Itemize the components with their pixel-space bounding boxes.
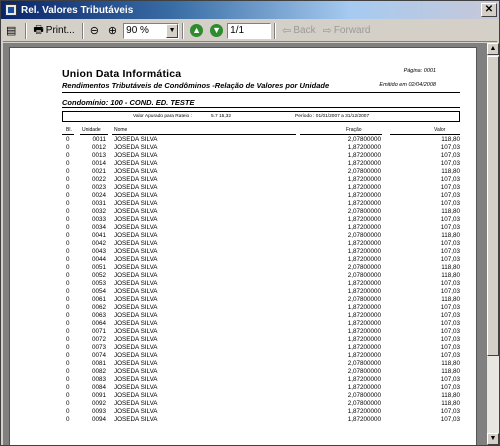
- table-row: [62, 280, 460, 288]
- table-row: [62, 384, 460, 392]
- toolbar-separator: [182, 23, 184, 39]
- cell-valor: 107,03: [440, 160, 460, 167]
- table-row: [62, 200, 460, 208]
- cell-valor: 107,03: [440, 312, 460, 319]
- cell-nome: JOSEDA SILVA: [114, 328, 158, 335]
- report-subtitle: Rendimentos Tributáveis de Condôminos -Relação de Valores por Unidade: [62, 81, 330, 90]
- cell-nome: JOSEDA SILVA: [114, 272, 158, 279]
- page-setup-icon: ▤: [6, 25, 17, 37]
- cell-valor: 107,03: [440, 352, 460, 359]
- cell-unidade: 0084: [91, 384, 106, 391]
- previous-page-icon: ▲: [190, 24, 203, 37]
- cell-nome: JOSEDA SILVA: [114, 368, 158, 375]
- table-row: [62, 224, 460, 232]
- cell-bl: 0: [66, 136, 70, 143]
- cell-fracao: 1,87200000: [347, 200, 381, 207]
- cell-unidade: 0032: [91, 208, 106, 215]
- toolbar-separator: [82, 23, 84, 39]
- cell-valor: 107,03: [440, 216, 460, 223]
- preview-area[interactable]: [3, 43, 487, 445]
- chevron-down-icon[interactable]: ▼: [166, 24, 178, 38]
- cell-nome: JOSEDA SILVA: [114, 232, 158, 239]
- cell-bl: 0: [66, 344, 70, 351]
- cell-unidade: 0053: [91, 280, 106, 287]
- cell-unidade: 0021: [91, 168, 106, 175]
- table-row: [62, 232, 460, 240]
- cell-nome: JOSEDA SILVA: [114, 392, 158, 399]
- valor-apurado-value: 5.7 15,32: [211, 114, 232, 119]
- zoom-in-button[interactable]: [105, 22, 122, 40]
- cell-fracao: 2,07800000: [347, 360, 381, 367]
- cell-unidade: 0061: [91, 296, 106, 303]
- cell-fracao: 1,87200000: [347, 408, 381, 415]
- preview-toolbar: [3, 20, 497, 42]
- cell-bl: 0: [66, 416, 70, 423]
- col-bl: Bl.: [66, 127, 72, 133]
- cell-valor: 107,03: [440, 376, 460, 383]
- cell-bl: 0: [66, 280, 70, 287]
- cell-valor: 107,03: [440, 344, 460, 351]
- cell-valor: 107,03: [440, 152, 460, 159]
- cell-bl: 0: [66, 360, 70, 367]
- table-row: [62, 368, 460, 376]
- cell-valor: 118,80: [441, 400, 460, 407]
- table-row: [62, 352, 460, 360]
- cell-valor: 107,03: [440, 184, 460, 191]
- cell-bl: 0: [66, 408, 70, 415]
- cell-nome: JOSEDA SILVA: [114, 352, 158, 359]
- cell-nome: JOSEDA SILVA: [114, 208, 158, 215]
- scroll-up-button[interactable]: ▲: [487, 43, 499, 55]
- cell-unidade: 0072: [91, 336, 106, 343]
- table-row: [62, 192, 460, 200]
- cell-bl: 0: [66, 304, 70, 311]
- cell-bl: 0: [66, 400, 70, 407]
- cell-unidade: 0091: [91, 392, 106, 399]
- cell-unidade: 0043: [91, 248, 106, 255]
- close-button[interactable]: ✕: [481, 3, 497, 17]
- cell-fracao: 1,87200000: [347, 352, 381, 359]
- next-page-icon: ▼: [210, 24, 223, 37]
- cell-unidade: 0014: [91, 160, 106, 167]
- cell-bl: 0: [66, 184, 70, 191]
- cell-valor: 118,80: [441, 232, 460, 239]
- cell-valor: 107,03: [440, 240, 460, 247]
- cell-valor: 107,03: [440, 200, 460, 207]
- table-row: [62, 168, 460, 176]
- cell-nome: JOSEDA SILVA: [114, 312, 158, 319]
- cell-fracao: 1,87200000: [347, 176, 381, 183]
- cell-bl: 0: [66, 320, 70, 327]
- cell-valor: 107,03: [440, 176, 460, 183]
- cell-valor: 118,80: [441, 136, 460, 143]
- cell-bl: 0: [66, 248, 70, 255]
- cell-unidade: 0042: [91, 240, 106, 247]
- cell-fracao: 2,07800000: [347, 168, 381, 175]
- cell-nome: JOSEDA SILVA: [114, 192, 158, 199]
- cell-unidade: 0022: [91, 176, 106, 183]
- cell-bl: 0: [66, 144, 70, 151]
- table-row: [62, 144, 460, 152]
- back-label: Back: [293, 25, 316, 36]
- cell-valor: 107,03: [440, 224, 460, 231]
- divider: [62, 107, 460, 108]
- cell-fracao: 1,87200000: [347, 344, 381, 351]
- table-row: [62, 136, 460, 144]
- cell-bl: 0: [66, 200, 70, 207]
- cell-valor: 107,03: [440, 384, 460, 391]
- cell-valor: 107,03: [440, 280, 460, 287]
- cell-unidade: 0074: [91, 352, 106, 359]
- cell-nome: JOSEDA SILVA: [114, 200, 158, 207]
- cell-fracao: 2,07800000: [347, 208, 381, 215]
- table-row: [62, 312, 460, 320]
- cell-bl: 0: [66, 152, 70, 159]
- cell-nome: JOSEDA SILVA: [114, 152, 158, 159]
- table-row: [62, 248, 460, 256]
- cell-fracao: 1,87200000: [347, 336, 381, 343]
- cell-nome: JOSEDA SILVA: [114, 336, 158, 343]
- table-row: [62, 408, 460, 416]
- zoom-in-icon: ⊕: [107, 25, 118, 37]
- condominium-name: Condomínio: 100 - COND. ED. TESTE: [62, 98, 195, 107]
- cell-unidade: 0063: [91, 312, 106, 319]
- cell-unidade: 0041: [91, 232, 106, 239]
- table-row: [62, 328, 460, 336]
- cell-fracao: 1,87200000: [347, 416, 381, 423]
- table-row: [62, 256, 460, 264]
- table-header: [62, 126, 460, 135]
- cell-nome: JOSEDA SILVA: [114, 136, 158, 143]
- cell-nome: JOSEDA SILVA: [114, 320, 158, 327]
- cell-fracao: 2,07800000: [347, 400, 381, 407]
- cell-bl: 0: [66, 392, 70, 399]
- header-underline: [300, 134, 382, 135]
- cell-unidade: 0031: [91, 200, 106, 207]
- table-row: [62, 304, 460, 312]
- cell-unidade: 0073: [91, 344, 106, 351]
- cell-valor: 118,80: [441, 296, 460, 303]
- cell-unidade: 0082: [91, 368, 106, 375]
- cell-fracao: 1,87200000: [347, 192, 381, 199]
- cell-nome: JOSEDA SILVA: [114, 400, 158, 407]
- cell-unidade: 0064: [91, 320, 106, 327]
- cell-nome: JOSEDA SILVA: [114, 184, 158, 191]
- table-body: [62, 136, 460, 424]
- cell-unidade: 0054: [91, 288, 106, 295]
- table-row: [62, 176, 460, 184]
- page-setup-button[interactable]: [3, 22, 21, 40]
- cell-unidade: 0024: [91, 192, 106, 199]
- cell-unidade: 0044: [91, 256, 106, 263]
- valor-apurado-label: Valor Apurado para Rateio :: [133, 114, 192, 119]
- cell-valor: 118,80: [441, 392, 460, 399]
- cell-fracao: 1,87200000: [347, 184, 381, 191]
- table-row: [62, 344, 460, 352]
- table-row: [62, 152, 460, 160]
- cell-nome: JOSEDA SILVA: [114, 360, 158, 367]
- cell-valor: 107,03: [440, 288, 460, 295]
- cell-fracao: 1,87200000: [347, 144, 381, 151]
- cell-valor: 107,03: [440, 248, 460, 255]
- cell-valor: 118,80: [441, 272, 460, 279]
- cell-nome: JOSEDA SILVA: [114, 344, 158, 351]
- previous-page-button[interactable]: [187, 22, 206, 40]
- cell-bl: 0: [66, 176, 70, 183]
- cell-fracao: 2,07800000: [347, 264, 381, 271]
- cell-unidade: 0051: [91, 264, 106, 271]
- scroll-thumb[interactable]: [487, 56, 499, 356]
- summary-box: [62, 111, 460, 122]
- cell-fracao: 1,87200000: [347, 152, 381, 159]
- cell-nome: JOSEDA SILVA: [114, 176, 158, 183]
- cell-unidade: 0052: [91, 272, 106, 279]
- cell-unidade: 0011: [92, 136, 106, 143]
- cell-nome: JOSEDA SILVA: [114, 240, 158, 247]
- cell-bl: 0: [66, 240, 70, 247]
- header-underline: [112, 134, 296, 135]
- forward-button[interactable]: [320, 22, 374, 40]
- cell-nome: JOSEDA SILVA: [114, 416, 158, 423]
- cell-bl: 0: [66, 216, 70, 223]
- cell-fracao: 1,87200000: [347, 216, 381, 223]
- scroll-down-button[interactable]: ▼: [487, 433, 499, 445]
- cell-bl: 0: [66, 288, 70, 295]
- zoom-out-icon: ⊖: [89, 25, 99, 37]
- cell-fracao: 2,07800000: [347, 392, 381, 399]
- table-row: [62, 392, 460, 400]
- cell-bl: 0: [66, 208, 70, 215]
- cell-nome: JOSEDA SILVA: [114, 256, 158, 263]
- table-row: [62, 360, 460, 368]
- toolbar-separator: [274, 23, 276, 39]
- col-fracao: Fração: [346, 127, 362, 133]
- vertical-scrollbar[interactable]: [487, 43, 499, 445]
- divider: [62, 92, 460, 93]
- cell-valor: 107,03: [440, 320, 460, 327]
- period-text: Período : 01/01/2007 a 31/12/2007: [295, 114, 370, 119]
- cell-valor: 118,80: [441, 360, 460, 367]
- cell-unidade: 0083: [91, 376, 106, 383]
- table-row: [62, 400, 460, 408]
- header-underline: [62, 134, 74, 135]
- cell-fracao: 2,07800000: [347, 272, 381, 279]
- col-nome: Nome: [114, 127, 128, 133]
- next-page-button[interactable]: [207, 22, 226, 40]
- report-page: [9, 47, 477, 445]
- cell-fracao: 1,87200000: [347, 384, 381, 391]
- cell-fracao: 1,87200000: [347, 288, 381, 295]
- cell-bl: 0: [66, 384, 70, 391]
- cell-nome: JOSEDA SILVA: [114, 168, 158, 175]
- cell-nome: JOSEDA SILVA: [114, 384, 158, 391]
- cell-fracao: 1,87200000: [347, 376, 381, 383]
- cell-unidade: 0034: [91, 224, 106, 231]
- cell-nome: JOSEDA SILVA: [114, 296, 158, 303]
- table-row: [62, 272, 460, 280]
- cell-bl: 0: [66, 368, 70, 375]
- cell-bl: 0: [66, 272, 70, 279]
- cell-valor: 107,03: [440, 304, 460, 311]
- col-valor: Valor: [434, 127, 446, 133]
- cell-unidade: 0012: [91, 144, 106, 151]
- title-bar[interactable]: [1, 1, 499, 19]
- cell-nome: JOSEDA SILVA: [114, 264, 158, 271]
- cell-nome: JOSEDA SILVA: [114, 304, 158, 311]
- print-button[interactable]: [30, 22, 77, 40]
- zoom-select[interactable]: [123, 23, 179, 39]
- cell-fracao: 2,07800000: [347, 136, 381, 143]
- table-row: [62, 336, 460, 344]
- table-row: [62, 216, 460, 224]
- cell-nome: JOSEDA SILVA: [114, 288, 158, 295]
- printer-icon: 🖶: [33, 24, 44, 36]
- cell-fracao: 1,87200000: [347, 312, 381, 319]
- page-number-field[interactable]: 1/1: [227, 23, 271, 39]
- cell-fracao: 2,07800000: [347, 368, 381, 375]
- cell-nome: JOSEDA SILVA: [114, 224, 158, 231]
- cell-valor: 107,03: [440, 336, 460, 343]
- table-row: [62, 184, 460, 192]
- table-row: [62, 240, 460, 248]
- page-indicator: Página: 0001: [403, 68, 436, 74]
- cell-valor: 118,80: [441, 264, 460, 271]
- cell-valor: 118,80: [441, 208, 460, 215]
- cell-bl: 0: [66, 352, 70, 359]
- cell-unidade: 0033: [91, 216, 106, 223]
- issued-date: Emitido em 02/04/2008: [379, 82, 436, 88]
- cell-fracao: 2,07800000: [347, 296, 381, 303]
- table-row: [62, 264, 460, 272]
- cell-unidade: 0062: [91, 304, 106, 311]
- cell-unidade: 0094: [91, 416, 106, 423]
- cell-unidade: 0023: [91, 184, 106, 191]
- table-row: [62, 160, 460, 168]
- cell-valor: 107,03: [440, 256, 460, 263]
- toolbar-separator: [25, 23, 27, 39]
- back-button[interactable]: [279, 22, 318, 40]
- cell-nome: JOSEDA SILVA: [114, 160, 158, 167]
- table-row: [62, 208, 460, 216]
- forward-label: Forward: [333, 25, 371, 36]
- zoom-out-button[interactable]: [87, 22, 104, 40]
- cell-valor: 118,80: [441, 368, 460, 375]
- cell-fracao: 2,07800000: [347, 232, 381, 239]
- cell-bl: 0: [66, 336, 70, 343]
- cell-fracao: 1,87200000: [347, 328, 381, 335]
- cell-valor: 107,03: [440, 328, 460, 335]
- cell-unidade: 0013: [91, 152, 106, 159]
- table-row: [62, 296, 460, 304]
- cell-bl: 0: [66, 328, 70, 335]
- cell-bl: 0: [66, 256, 70, 263]
- cell-fracao: 1,87200000: [347, 320, 381, 327]
- table-row: [62, 288, 460, 296]
- col-unidade: Unidade: [82, 127, 101, 133]
- app-icon: [5, 4, 17, 16]
- cell-valor: 107,03: [440, 408, 460, 415]
- cell-unidade: 0071: [91, 328, 106, 335]
- zoom-value: 90 %: [126, 25, 149, 36]
- cell-unidade: 0093: [91, 408, 106, 415]
- cell-fracao: 1,87200000: [347, 304, 381, 311]
- cell-nome: JOSEDA SILVA: [114, 248, 158, 255]
- cell-fracao: 1,87200000: [347, 256, 381, 263]
- cell-bl: 0: [66, 232, 70, 239]
- cell-bl: 0: [66, 312, 70, 319]
- table-row: [62, 376, 460, 384]
- cell-valor: 107,03: [440, 192, 460, 199]
- header-underline: [80, 134, 108, 135]
- cell-valor: 107,03: [440, 144, 460, 151]
- cell-fracao: 1,87200000: [347, 240, 381, 247]
- cell-bl: 0: [66, 192, 70, 199]
- header-underline: [390, 134, 460, 135]
- cell-bl: 0: [66, 168, 70, 175]
- company-name: Union Data Informática: [62, 68, 182, 80]
- cell-bl: 0: [66, 160, 70, 167]
- back-arrow-icon: ⇦: [282, 25, 292, 37]
- cell-bl: 0: [66, 376, 70, 383]
- cell-fracao: 1,87200000: [347, 280, 381, 287]
- cell-valor: 118,80: [441, 168, 460, 175]
- cell-valor: 107,03: [440, 416, 460, 423]
- cell-nome: JOSEDA SILVA: [114, 144, 158, 151]
- window-title: Rel. Valores Tributáveis: [21, 4, 134, 16]
- cell-fracao: 1,87200000: [347, 248, 381, 255]
- table-row: [62, 320, 460, 328]
- table-row: [62, 416, 460, 424]
- cell-nome: JOSEDA SILVA: [114, 216, 158, 223]
- cell-bl: 0: [66, 224, 70, 231]
- cell-nome: JOSEDA SILVA: [114, 280, 158, 287]
- cell-unidade: 0092: [91, 400, 106, 407]
- cell-bl: 0: [66, 296, 70, 303]
- cell-bl: 0: [66, 264, 70, 271]
- print-label: Print...: [45, 25, 75, 36]
- forward-arrow-icon: ⇨: [322, 25, 332, 37]
- cell-unidade: 0081: [91, 360, 106, 367]
- cell-fracao: 1,87200000: [347, 160, 381, 167]
- cell-nome: JOSEDA SILVA: [114, 408, 158, 415]
- cell-nome: JOSEDA SILVA: [114, 376, 158, 383]
- cell-fracao: 1,87200000: [347, 224, 381, 231]
